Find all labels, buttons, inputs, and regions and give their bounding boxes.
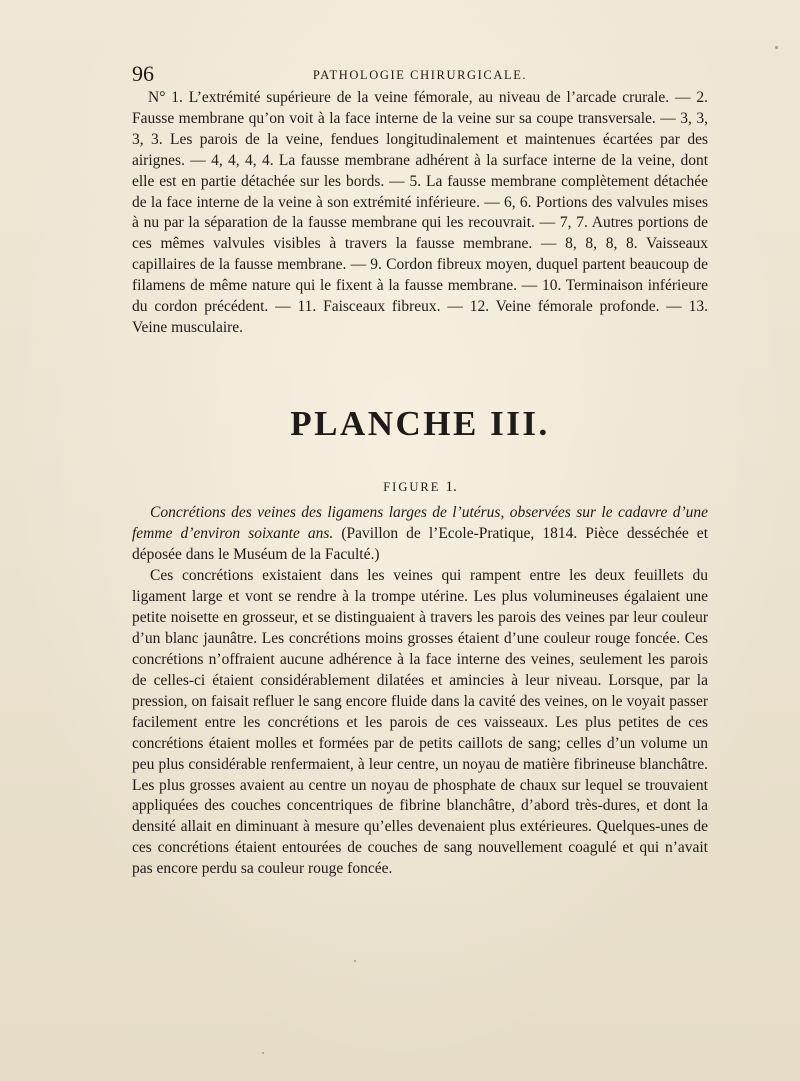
figure-label-number: 1. bbox=[445, 479, 457, 495]
ink-speck bbox=[775, 46, 778, 49]
figure-caption-roman: (Pavillon de l’Ecole-Pratique, 1814. Pièce desséchée et déposée dans le Muséum de la Faculté.) bbox=[132, 524, 708, 563]
plate-title: PLANCHE III. bbox=[290, 404, 550, 443]
figure-caption bbox=[132, 503, 708, 566]
plate-legend-paragraph: N° 1. L’extrémité supérieure de la veine fémorale, au niveau de l’arcade crurale. — 2. Fausse membrane qu’on voit à la face interne de la veine sur sa coupe transversale. — 3, 3, 3, 3. Les parois de la veine, fendues longitudinalement et maintenues écartées par des airignes. — 4, 4, 4, 4. La fausse membrane adhérent à la surface interne de la veine, dont elle est en partie détachée sur les bords. — 5. La fausse membrane complètement détachée de la face interne de la veine à son extrémité inférieure. — 6, 6. Portions des valvules mises à nu par la séparation de la fausse membrane qui les recouvrait. — 7, 7. Autres portions de ces mêmes valvules visibles à travers la fausse membrane. — 8, 8, 8, 8. Vaisseaux capillaires de la fausse membrane. — 9. Cordon fibreux moyen, duquel partent beaucoup de filamens de même nature qui le fixent à la fausse membrane. — 10. Terminaison inférieure du cordon précédent. — 11. Faisceaux fibreux. — 12. Veine fémorale profonde. — 13. Veine musculaire. bbox=[132, 89, 708, 336]
page-header bbox=[132, 60, 708, 88]
figure-caption-italic: Concrétions des veines des ligamens larges de l’utérus, observées sur le cadavre d’une femme d’environ soixante ans. bbox=[132, 504, 708, 542]
figure-label-word: FIGURE bbox=[383, 480, 441, 494]
figure-label bbox=[132, 477, 708, 497]
page-number: 96 bbox=[132, 61, 154, 86]
ink-speck bbox=[354, 960, 356, 962]
ink-speck bbox=[262, 1052, 264, 1054]
body-paragraph: Ces concrétions existaient dans les veines qui rampent entre les deux feuillets du ligament large et vont se rendre à la trompe utérine. Les plus volumineuses égalaient une petite noisette en grosseur, et se distinguaient à travers les parois des veines par leur couleur d’un blanc jaunâtre. Les concrétions moins grosses étaient d’une couleur rouge foncée. Ces concrétions n’offraient aucune adhérence à la face interne des veines, seulement les parois de celles-ci étaient considérablement dilatées et amincies à leur niveau. Lorsque, par la pression, on faisait refluer le sang encore fluide dans la cavité des veines, on le voyait passer facilement entre les concrétions et les parois de ces vaisseaux. Les plus petites de ces concrétions étaient molles et formées par de petits caillots de sang; celles d’un volume un peu plus considérable renfermaient, à leur centre, un noyau de matière fibrineuse blanchâtre. Les plus grosses avaient au centre un noyau de phosphate de chaux sur lequel se trouvaient appliquées des couches concentriques de fibrine blanchâtre, d’abord très-dures, et dont la densité allait en diminuant à mesure qu’elles devenaient plus extérieures. Quelques-unes de ces concrétions étaient entourées de couches de sang nouvellement coagulé et qui n’avait pas encore perdu sa couleur rouge foncée. bbox=[132, 567, 708, 878]
running-head: PATHOLOGIE CHIRURGICALE. bbox=[312, 68, 528, 82]
